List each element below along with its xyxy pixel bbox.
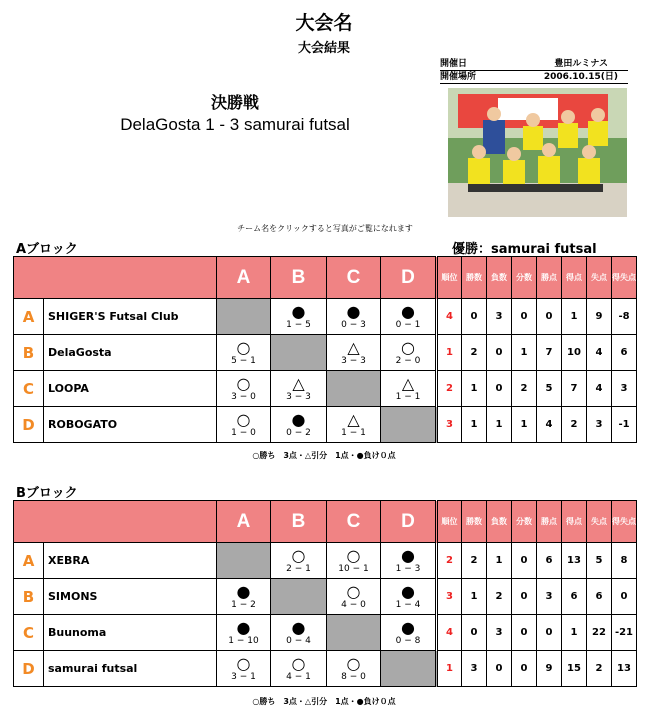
stat-header: 分数 xyxy=(512,501,537,543)
team-name-link[interactable]: DelaGosta xyxy=(44,335,217,371)
result-symbol: ● xyxy=(346,302,361,321)
final-match-label: 決勝戦 xyxy=(210,93,259,112)
result-symbol: ● xyxy=(401,302,415,321)
result-symbol: ○ xyxy=(346,582,361,601)
self-cell xyxy=(327,371,381,407)
match-score: 3 − 3 xyxy=(286,392,311,402)
stat-header: 失点 xyxy=(587,501,612,543)
stat-value: 2 xyxy=(562,407,587,443)
match-cell xyxy=(381,335,437,371)
match-cell xyxy=(381,579,437,615)
stat-value: 8 xyxy=(612,543,637,579)
row-letter: B xyxy=(14,579,44,615)
row-letter: A xyxy=(14,543,44,579)
stat-value: 0 xyxy=(612,579,637,615)
team-name-link[interactable]: samurai futsal xyxy=(44,651,217,687)
stat-value: 7 xyxy=(537,335,562,371)
rank-value: 4 xyxy=(437,615,462,651)
team-name-link[interactable]: SHIGER'S Futsal Club xyxy=(44,299,217,335)
stat-value: 5 xyxy=(587,543,612,579)
stat-value: 0 xyxy=(512,299,537,335)
stat-value: 0 xyxy=(487,335,512,371)
team-name-link[interactable]: XEBRA xyxy=(44,543,217,579)
match-cell xyxy=(217,407,271,443)
match-cell xyxy=(381,615,437,651)
rank-value: 2 xyxy=(437,543,462,579)
stat-value: 0 xyxy=(512,615,537,651)
block-a-table xyxy=(13,256,637,443)
table-row xyxy=(14,335,637,371)
row-letter: D xyxy=(14,407,44,443)
stat-value: 5 xyxy=(537,371,562,407)
header-corner xyxy=(14,501,217,543)
stat-value: 3 xyxy=(487,299,512,335)
stat-value: 2 xyxy=(462,335,487,371)
self-cell xyxy=(327,615,381,651)
stat-value: 9 xyxy=(537,651,562,687)
tournament-title: 大会名 xyxy=(295,12,353,34)
result-symbol: ○ xyxy=(236,654,251,673)
result-symbol: △ xyxy=(347,338,360,357)
stat-value: 6 xyxy=(612,335,637,371)
match-score: 8 − 0 xyxy=(341,672,366,682)
match-cell xyxy=(381,543,437,579)
team-name-link[interactable]: LOOPA xyxy=(44,371,217,407)
row-letter: C xyxy=(14,371,44,407)
team-name-link[interactable]: Buunoma xyxy=(44,615,217,651)
date-row xyxy=(440,58,628,71)
stat-value: 4 xyxy=(537,407,562,443)
rank-value: 2 xyxy=(437,371,462,407)
match-cell xyxy=(217,371,271,407)
match-cell xyxy=(327,543,381,579)
match-cell xyxy=(271,651,327,687)
block-b-label: Bブロック xyxy=(16,486,78,501)
match-score: 0 − 4 xyxy=(286,636,311,646)
rank-value: 3 xyxy=(437,407,462,443)
rank-value: 1 xyxy=(437,335,462,371)
stat-value: -1 xyxy=(612,407,637,443)
stat-header: 失点 xyxy=(587,257,612,299)
stat-header: 勝数 xyxy=(462,257,487,299)
result-symbol: △ xyxy=(292,374,305,393)
result-symbol: ● xyxy=(401,546,415,565)
stat-value: 13 xyxy=(612,651,637,687)
result-symbol: ○ xyxy=(291,654,306,673)
result-symbol: ● xyxy=(291,618,306,637)
table-row xyxy=(14,651,637,687)
stat-value: 3 xyxy=(487,615,512,651)
self-cell xyxy=(271,579,327,615)
match-score: 3 − 0 xyxy=(231,392,256,402)
stat-value: 1 xyxy=(462,579,487,615)
table-row xyxy=(14,579,637,615)
stat-value: 2 xyxy=(512,371,537,407)
match-score: 1 − 0 xyxy=(231,428,256,438)
match-score: 1 − 4 xyxy=(395,600,421,610)
match-cell xyxy=(271,407,327,443)
result-symbol: ○ xyxy=(236,338,251,357)
col-header: C xyxy=(327,257,381,299)
match-score: 1 − 1 xyxy=(395,392,421,402)
stat-value: 13 xyxy=(562,543,587,579)
stat-value: 0 xyxy=(537,615,562,651)
col-header: A xyxy=(217,501,271,543)
stat-value: 0 xyxy=(487,371,512,407)
match-score: 1 − 5 xyxy=(286,320,311,330)
match-score: 0 − 2 xyxy=(286,428,311,438)
rank-value: 1 xyxy=(437,651,462,687)
stat-value: 0 xyxy=(462,299,487,335)
match-cell xyxy=(217,651,271,687)
result-symbol: ○ xyxy=(236,410,251,429)
table-header xyxy=(14,501,637,543)
match-cell xyxy=(271,615,327,651)
team-name-link[interactable]: ROBOGATO xyxy=(44,407,217,443)
photo-note: チーム名をクリックすると写真がご覧になれます xyxy=(237,224,413,233)
stat-header: 勝数 xyxy=(462,501,487,543)
stat-value: 6 xyxy=(587,579,612,615)
match-score: 1 − 3 xyxy=(395,564,421,574)
stat-value: 22 xyxy=(587,615,612,651)
table-row xyxy=(14,371,637,407)
stat-value: 0 xyxy=(462,615,487,651)
stat-value: 1 xyxy=(562,615,587,651)
winner-label: 優勝：samurai futsal xyxy=(452,242,597,257)
stat-value: 6 xyxy=(537,543,562,579)
stat-header: 勝点 xyxy=(537,257,562,299)
table-row xyxy=(14,299,637,335)
match-score: 0 − 3 xyxy=(341,320,366,330)
match-score: 3 − 1 xyxy=(231,672,256,682)
result-symbol: ○ xyxy=(236,374,251,393)
self-cell xyxy=(217,299,271,335)
stat-header: 負数 xyxy=(487,501,512,543)
rank-value: 4 xyxy=(437,299,462,335)
self-cell xyxy=(217,543,271,579)
stat-header: 順位 xyxy=(437,257,462,299)
match-score: 5 − 1 xyxy=(231,356,256,366)
row-letter: B xyxy=(14,335,44,371)
stat-header: 分数 xyxy=(512,257,537,299)
table-row xyxy=(14,615,637,651)
col-header: D xyxy=(381,501,437,543)
match-cell xyxy=(271,299,327,335)
table-row xyxy=(14,543,637,579)
stat-value: 0 xyxy=(512,579,537,615)
stat-value: 3 xyxy=(612,371,637,407)
date-value: 2006.10.15(日) xyxy=(543,72,618,82)
result-symbol: ● xyxy=(291,410,306,429)
stat-value: 4 xyxy=(587,335,612,371)
stat-value: 1 xyxy=(487,543,512,579)
match-cell xyxy=(327,335,381,371)
col-header: B xyxy=(271,501,327,543)
stat-value: 0 xyxy=(512,543,537,579)
stat-value: 10 xyxy=(562,335,587,371)
stat-value: 7 xyxy=(562,371,587,407)
stat-value: 1 xyxy=(562,299,587,335)
result-symbol: ● xyxy=(236,582,251,601)
col-header: A xyxy=(217,257,271,299)
result-symbol: ● xyxy=(291,302,306,321)
row-letter: A xyxy=(14,299,44,335)
row-letter: C xyxy=(14,615,44,651)
stat-value: 0 xyxy=(537,299,562,335)
venue-row xyxy=(440,71,628,84)
stat-value: 4 xyxy=(587,371,612,407)
stat-value: 2 xyxy=(462,543,487,579)
stat-header: 負数 xyxy=(487,257,512,299)
stat-header: 得点 xyxy=(562,501,587,543)
stat-header: 勝点 xyxy=(537,501,562,543)
stat-value: 0 xyxy=(487,651,512,687)
match-cell xyxy=(327,579,381,615)
stat-header: 得点 xyxy=(562,257,587,299)
stat-header: 順位 xyxy=(437,501,462,543)
match-cell xyxy=(381,299,437,335)
match-score: 4 − 1 xyxy=(286,672,311,682)
stat-value: 6 xyxy=(562,579,587,615)
match-cell xyxy=(217,615,271,651)
block-a-label: Aブロック xyxy=(16,242,78,257)
match-cell xyxy=(327,299,381,335)
result-symbol: ○ xyxy=(401,338,415,357)
stat-value: 15 xyxy=(562,651,587,687)
stat-value: 9 xyxy=(587,299,612,335)
team-photo-image xyxy=(448,88,627,217)
match-score: 3 − 3 xyxy=(341,356,366,366)
team-photo xyxy=(448,88,627,217)
block-b-table xyxy=(13,500,637,687)
legend-a: ○勝ち 3点・△引分 1点・●負け０点 xyxy=(252,451,396,460)
result-symbol: ● xyxy=(401,582,415,601)
stat-value: 1 xyxy=(512,407,537,443)
stat-value: 1 xyxy=(462,371,487,407)
stat-value: 1 xyxy=(512,335,537,371)
table-header xyxy=(14,257,637,299)
result-symbol: △ xyxy=(347,410,360,429)
result-symbol: △ xyxy=(401,374,415,393)
stat-header: 得失点 xyxy=(612,257,637,299)
match-cell xyxy=(217,335,271,371)
tournament-subtitle: 大会結果 xyxy=(297,41,350,56)
match-score: 2 − 1 xyxy=(286,564,311,574)
self-cell xyxy=(381,407,437,443)
venue-value: 豊田ルミナス xyxy=(554,59,608,69)
stat-value: 1 xyxy=(462,407,487,443)
row-letter: D xyxy=(14,651,44,687)
match-cell xyxy=(271,371,327,407)
match-cell xyxy=(217,579,271,615)
col-header: D xyxy=(381,257,437,299)
col-header: B xyxy=(271,257,327,299)
header-corner xyxy=(14,257,217,299)
result-symbol: ○ xyxy=(346,546,361,565)
stat-value: -21 xyxy=(612,615,637,651)
match-score: 2 − 0 xyxy=(395,356,421,366)
match-score: 0 − 1 xyxy=(395,320,421,330)
stat-value: 3 xyxy=(462,651,487,687)
match-score: 1 − 10 xyxy=(228,636,259,646)
result-symbol: ○ xyxy=(291,546,306,565)
final-match-score: DelaGosta 1 - 3 samurai futsal xyxy=(120,115,350,134)
match-score: 0 − 8 xyxy=(395,636,421,646)
stat-value: 0 xyxy=(512,651,537,687)
venue-label: 開催場所 xyxy=(440,72,477,82)
match-cell xyxy=(381,371,437,407)
match-cell xyxy=(327,407,381,443)
date-label: 開催日 xyxy=(440,59,468,69)
match-score: 1 − 1 xyxy=(341,428,366,438)
col-header: C xyxy=(327,501,381,543)
self-cell xyxy=(271,335,327,371)
match-cell xyxy=(327,651,381,687)
match-score: 4 − 0 xyxy=(341,600,366,610)
team-name-link[interactable]: SIMONS xyxy=(44,579,217,615)
info-panel xyxy=(440,58,628,84)
result-symbol: ● xyxy=(236,618,251,637)
match-cell xyxy=(271,543,327,579)
stat-value: 2 xyxy=(487,579,512,615)
stat-value: 3 xyxy=(537,579,562,615)
result-symbol: ● xyxy=(401,618,415,637)
stat-value: -8 xyxy=(612,299,637,335)
stat-header: 得失点 xyxy=(612,501,637,543)
result-symbol: ○ xyxy=(346,654,361,673)
match-score: 10 − 1 xyxy=(338,564,369,574)
rank-value: 3 xyxy=(437,579,462,615)
legend-b: ○勝ち 3点・△引分 1点・●負け０点 xyxy=(252,697,396,706)
table-row xyxy=(14,407,637,443)
stat-value: 2 xyxy=(587,651,612,687)
stat-value: 3 xyxy=(587,407,612,443)
match-score: 1 − 2 xyxy=(231,600,256,610)
self-cell xyxy=(381,651,437,687)
stat-value: 1 xyxy=(487,407,512,443)
